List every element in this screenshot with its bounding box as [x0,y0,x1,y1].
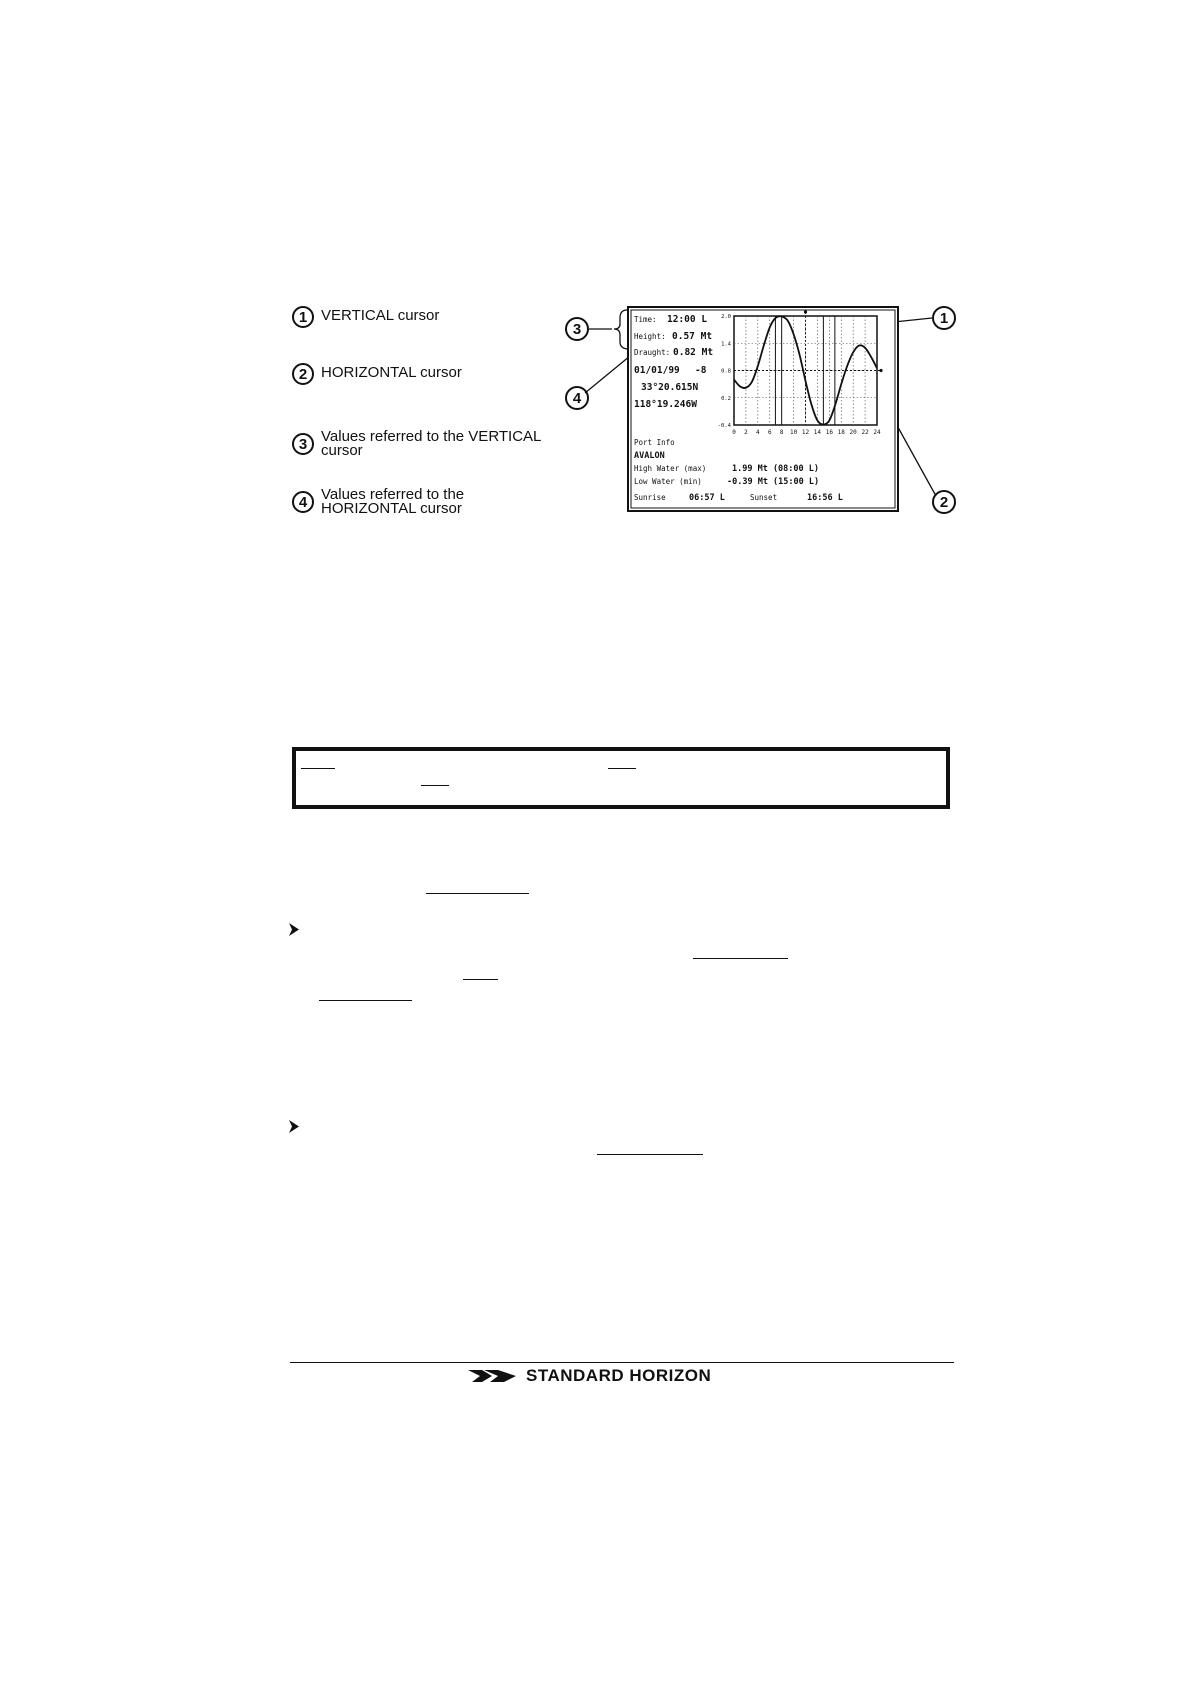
body-underline [426,893,529,894]
x-tick-label: 2 [744,429,748,436]
timezone-value: -8 [695,365,707,376]
y-tick-label: 0.8 [721,368,731,375]
y-tick-label: 1.4 [721,341,731,348]
x-tick-label: 18 [837,429,845,436]
callout-4: 4 [565,386,589,410]
y-tick-label: 0.2 [721,395,731,402]
bullet-arrow-icon [289,1120,299,1137]
note-underline [608,768,636,769]
body-underline [597,1154,703,1155]
legend-label: VERTICAL cursor [321,307,440,324]
high-water-label: High Water (max) [634,464,707,473]
x-tick-label: 6 [767,429,772,436]
sunset-label: Sunset [750,493,778,502]
legend-number: 2 [292,363,314,385]
x-tick-label: 24 [873,429,881,436]
footer-rule [290,1362,954,1363]
legend-label: Values referred to the HORIZONTAL cursor [321,486,465,517]
x-tick-label: 22 [861,429,869,436]
y-tick-label: 2.0 [721,314,731,320]
sunrise-value: 06:57 L [689,493,725,503]
x-tick-label: 12 [801,429,810,436]
port-info-label: Port Info [634,438,675,447]
x-tick-label: 14 [813,429,822,436]
low-water-value: -0.39 Mt (15:00 L) [727,477,820,487]
vertical-cursor-marker [804,310,807,313]
note-underline [421,785,449,786]
leader-4 [585,356,630,393]
x-tick-label: 10 [789,429,798,436]
callout-2: 2 [932,490,956,514]
tide-screen [627,306,899,512]
x-tick-label: 20 [849,429,857,436]
date-value: 01/01/99 [634,365,680,376]
body-underline [693,958,788,959]
legend-number: 4 [292,491,314,513]
latitude-value: 33°20.615N [641,382,699,393]
legend-label: Values referred to the VERTICAL cursor [321,428,541,459]
callout-3: 3 [565,317,589,341]
callout-1: 1 [932,306,956,330]
brand-logo-icon [468,1369,518,1383]
brand-name: STANDARD HORIZON [526,1366,712,1385]
bullet-arrow-icon [289,923,299,940]
sunrise-label: Sunrise [634,493,666,502]
body-underline [463,979,498,980]
x-tick-label: 0 [732,429,736,436]
note-box [292,747,950,809]
low-water-label: Low Water (min) [634,477,702,486]
time-value: 12:00 L [667,314,708,325]
x-tick-label: 4 [756,429,760,436]
legend-number: 3 [292,433,314,455]
port-name: AVALON [634,451,665,461]
brace-3 [614,310,627,349]
x-tick-label: 16 [825,429,833,436]
draught-label: Draught: [634,348,671,357]
sunset-value: 16:56 L [807,493,843,503]
draught-value: 0.82 Mt [673,347,714,358]
legend-label: HORIZONTAL cursor [321,364,462,381]
body-underline [319,1000,412,1001]
x-tick-label: 8 [779,429,784,436]
time-label: Time: [634,315,657,324]
longitude-value: 118°19.246W [634,399,697,410]
tide-screen-svg [627,306,899,512]
y-tick-label: -0.4 [717,423,731,429]
brand-logo [468,1366,711,1386]
horizontal-cursor-marker [879,369,882,372]
high-water-value: 1.99 Mt (08:00 L) [732,464,819,474]
height-label: Height: [634,332,666,341]
note-underline [301,768,335,769]
height-value: 0.57 Mt [672,331,713,342]
legend-number: 1 [292,306,314,328]
